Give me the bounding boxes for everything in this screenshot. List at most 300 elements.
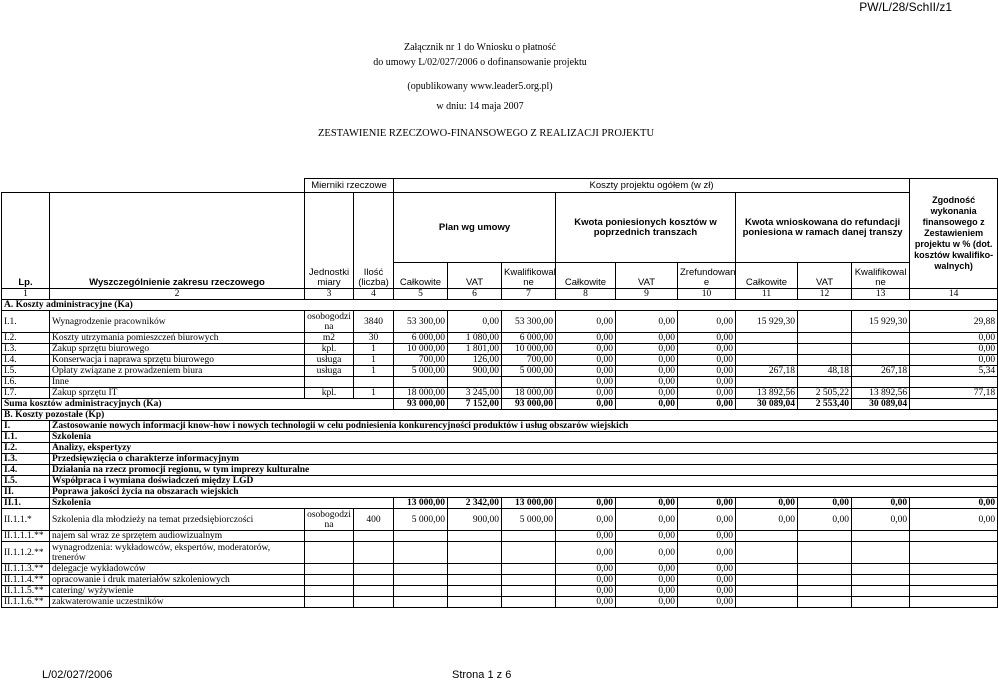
column-number: 8 [556,289,616,300]
row-value-v9: 0,00 [616,377,678,388]
row-qty: 1 [354,355,394,366]
row-value-v8: 0,00 [556,388,616,399]
intro-line-3: (opublikowany www.leader5.org.pl) [407,81,553,92]
category-row [2,432,998,443]
row-value-v11 [736,597,798,608]
row-value-v11 [736,355,798,366]
row-value-v5 [394,575,448,586]
row-value-v13: 15 929,30 [852,311,910,333]
column-number: 3 [305,289,354,300]
row-value-v7 [502,575,556,586]
row-value-v9: 0,00 [616,333,678,344]
category-lp: I.4. [2,465,50,476]
row-value-v13 [852,586,910,597]
row-qty [354,575,394,586]
row-qty [354,586,394,597]
row-unit [305,597,354,608]
row-value-v7: 18 000,00 [502,388,556,399]
row-value-v7: 10 000,00 [502,344,556,355]
row-lp: II.1.1.* [2,509,50,531]
row-value-v9: 0,00 [616,531,678,542]
row-value-v9: 0,00 [616,344,678,355]
row-value-v14 [910,575,998,586]
table-row [2,344,998,355]
row-value-v10: 0,00 [678,586,736,597]
column-number: 9 [616,289,678,300]
row-value-v9: 0,00 [616,498,678,509]
row-value-v11: 267,18 [736,366,798,377]
row-unit: kpl. [305,344,354,355]
category-row [2,443,998,454]
row-value-v6: 126,00 [448,355,502,366]
row-value-v6: 900,00 [448,509,502,531]
sum-a-v12: 2 553,40 [798,399,852,410]
category-lp: I.1. [2,432,50,443]
row-value-v14: 0,00 [910,333,998,344]
row-name: Szkolenia [50,498,394,509]
row-value-v7 [502,597,556,608]
row-value-v13 [852,333,910,344]
row-value-v5 [394,531,448,542]
row-qty [354,597,394,608]
row-value-v12: 48,18 [798,366,852,377]
row-value-v6 [448,597,502,608]
row-value-v5: 6 000,00 [394,333,448,344]
section-a-row [2,300,998,311]
row-value-v13 [852,575,910,586]
header-kwalifikowalne-3: Kwalifikowal ne [852,263,910,289]
category-row [2,465,998,476]
row-value-v6 [448,542,502,564]
row-value-v12 [798,586,852,597]
row-value-v11 [736,542,798,564]
row-value-v10: 0,00 [678,366,736,377]
row-value-v6: 900,00 [448,366,502,377]
table-row [2,531,998,542]
row-value-v8: 0,00 [556,575,616,586]
section-a-label: A. Koszty administracyjne (Ka) [2,300,998,311]
row-lp: I.1. [2,311,50,333]
column-numbers-row [2,289,998,300]
table-row [2,311,998,333]
header-zrefundowane: Zrefundowan e [678,263,736,289]
row-value-v5 [394,564,448,575]
row-value-v5: 5 000,00 [394,366,448,377]
row-value-v12 [798,542,852,564]
row-value-v13: 0,00 [852,498,910,509]
column-number: 6 [448,289,502,300]
header-koszty: Koszty projektu ogółem (w zł) [394,179,910,193]
category-lp: I.3. [2,454,50,465]
row-value-v8: 0,00 [556,355,616,366]
header-ilosc: Ilość (liczba) [354,193,394,289]
row-value-v6: 0,00 [448,311,502,333]
row-lp: II.1.1.4.** [2,575,50,586]
row-name: wynagrodzenia: wykładowców, ekspertów, moderatorów, trenerów [50,542,305,564]
row-value-v12 [798,333,852,344]
row-value-v9: 0,00 [616,597,678,608]
row-lp: I.5. [2,366,50,377]
row-value-v14: 5,34 [910,366,998,377]
column-number: 1 [2,289,50,300]
column-number: 4 [354,289,394,300]
row-value-v10: 0,00 [678,531,736,542]
row-value-v6 [448,564,502,575]
header-calkowite-1: Całkowite [394,263,448,289]
row-value-v9: 0,00 [616,564,678,575]
row-qty: 3840 [354,311,394,333]
row-lp: II.1. [2,498,50,509]
sum-a-label: Suma kosztów administracyjnych (Ka) [2,399,394,410]
row-value-v11 [736,377,798,388]
row-value-v12: 0,00 [798,498,852,509]
row-value-v9: 0,00 [616,575,678,586]
table-row [2,575,998,586]
row-lp: I.3. [2,344,50,355]
row-qty: 30 [354,333,394,344]
row-value-v9: 0,00 [616,586,678,597]
row-value-v5: 700,00 [394,355,448,366]
row-name: Wynagrodzenie pracowników [50,311,305,333]
row-value-v8: 0,00 [556,311,616,333]
row-value-v8: 0,00 [556,597,616,608]
table-row [2,542,998,564]
sum-a-v11: 30 089,04 [736,399,798,410]
footer-document-number: L/02/027/2006 [42,669,113,681]
row-value-v7 [502,564,556,575]
row-value-v12 [798,377,852,388]
sum-a-v9: 0,00 [616,399,678,410]
row-value-v13: 0,00 [852,509,910,531]
category-lp: I. [2,421,50,432]
row-lp: I.2. [2,333,50,344]
sum-a-row [2,399,998,410]
financial-table [1,178,998,608]
header-zgodnosc: Zgodność wykonania finansowego z Zestawieniem projektu w % (dot. kosztów kwalifiko-walnych) [910,179,998,289]
row-value-v12 [798,311,852,333]
row-name: Opłaty związane z prowadzeniem biura [50,366,305,377]
row-value-v5: 13 000,00 [394,498,448,509]
category-row [2,421,998,432]
row-value-v11 [736,531,798,542]
sum-a-v13: 30 089,04 [852,399,910,410]
table-row [2,509,998,531]
row-value-v7 [502,542,556,564]
row-unit: usługa [305,355,354,366]
category-name: Działania na rzecz promocji regionu, w tym imprezy kulturalne [50,465,998,476]
section-b-row [2,410,998,421]
row-value-v8: 0,00 [556,542,616,564]
row-unit [305,531,354,542]
row-value-v11: 0,00 [736,509,798,531]
row-lp: II.1.1.1.** [2,531,50,542]
row-lp: II.1.1.2.** [2,542,50,564]
row-value-v8: 0,00 [556,333,616,344]
sum-a-v5: 93 000,00 [394,399,448,410]
row-value-v5: 53 300,00 [394,311,448,333]
row-value-v14: 0,00 [910,344,998,355]
row-value-v13 [852,355,910,366]
header-kwalifikowalne-1: Kwalifikowal ne [502,263,556,289]
row-value-v14: 29,88 [910,311,998,333]
row-value-v14 [910,586,998,597]
row-value-v10: 0,00 [678,498,736,509]
row-value-v13 [852,531,910,542]
category-name: Zastosowanie nowych informacji know-how i nowych technologii w celu podniesienia konkurencyjności produktów i usług obszarów wiejskich [50,421,998,432]
row-unit: m2 [305,333,354,344]
sum-a-v14 [910,399,998,410]
row-qty [354,542,394,564]
row-name: opracowanie i druk materiałów szkoleniowych [50,575,305,586]
row-value-v7: 5 000,00 [502,509,556,531]
row-value-v5 [394,597,448,608]
row-value-v7: 6 000,00 [502,333,556,344]
table-row [2,498,998,509]
row-value-v10: 0,00 [678,597,736,608]
row-value-v8: 0,00 [556,344,616,355]
column-number: 13 [852,289,910,300]
category-name: Analizy, ekspertyzy [50,443,998,454]
row-value-v12: 2 505,22 [798,388,852,399]
sum-a-v7: 93 000,00 [502,399,556,410]
document-code: PW/L/28/SchII/z1 [859,0,952,14]
header-poniesione: Kwota poniesionych kosztów w poprzednich transzach [556,193,736,263]
row-value-v10: 0,00 [678,509,736,531]
row-value-v7 [502,377,556,388]
row-value-v9: 0,00 [616,366,678,377]
category-lp: I.5. [2,476,50,487]
row-value-v13: 267,18 [852,366,910,377]
row-value-v9: 0,00 [616,509,678,531]
category-lp: II. [2,487,50,498]
row-value-v7: 13 000,00 [502,498,556,509]
row-value-v5 [394,586,448,597]
row-value-v5: 18 000,00 [394,388,448,399]
row-qty: 1 [354,344,394,355]
column-number: 10 [678,289,736,300]
row-unit: usługa [305,366,354,377]
row-value-v14 [910,377,998,388]
column-number: 7 [502,289,556,300]
row-value-v9: 0,00 [616,388,678,399]
row-value-v8: 0,00 [556,531,616,542]
row-unit [305,377,354,388]
row-qty [354,564,394,575]
footer-page-number: Strona 1 z 6 [452,669,512,681]
row-lp: I.7. [2,388,50,399]
row-value-v13 [852,597,910,608]
row-value-v8: 0,00 [556,509,616,531]
category-name: Współpraca i wymiana doświadczeń między LGD [50,476,998,487]
row-name: delegacje wykładowców [50,564,305,575]
row-value-v12 [798,531,852,542]
row-value-v14: 77,18 [910,388,998,399]
row-value-v10: 0,00 [678,344,736,355]
row-lp: I.4. [2,355,50,366]
intro-line-2: do umowy L/02/027/2006 o dofinansowanie projektu [373,57,587,68]
row-unit: kpl. [305,388,354,399]
row-qty: 400 [354,509,394,531]
table-row [2,388,998,399]
row-unit [305,575,354,586]
row-value-v12 [798,575,852,586]
row-value-v6 [448,586,502,597]
row-unit [305,586,354,597]
row-value-v6: 1 801,00 [448,344,502,355]
intro-line-4: w dniu: 14 maja 2007 [436,101,524,112]
row-value-v8: 0,00 [556,498,616,509]
row-value-v5 [394,377,448,388]
row-lp: II.1.1.6.** [2,597,50,608]
header-plan: Plan wg umowy [394,193,556,263]
header-jednostki: Jednostki miary [305,193,354,289]
row-name: najem sal wraz ze sprzętem audiowizualnym [50,531,305,542]
row-name: Szkolenia dla młodzieży na temat przedsiębiorczości [50,509,305,531]
row-value-v8: 0,00 [556,366,616,377]
row-value-v11 [736,564,798,575]
header-calkowite-3: Całkowite [736,263,798,289]
column-number: 11 [736,289,798,300]
sum-a-v6: 7 152,00 [448,399,502,410]
row-value-v8: 0,00 [556,377,616,388]
row-value-v6 [448,575,502,586]
row-name: Konserwacja i naprawa sprzętu biurowego [50,355,305,366]
row-value-v12: 0,00 [798,509,852,531]
table-row [2,597,998,608]
header-calkowite-2: Całkowite [556,263,616,289]
header-mierniki: Mierniki rzeczowe [305,179,394,193]
row-value-v9: 0,00 [616,542,678,564]
row-value-v14 [910,564,998,575]
row-value-v6 [448,377,502,388]
row-value-v10: 0,00 [678,355,736,366]
row-lp: II.1.1.5.** [2,586,50,597]
row-value-v6 [448,531,502,542]
category-name: Poprawa jakości życia na obszarach wiejskich [50,487,998,498]
row-value-v7: 700,00 [502,355,556,366]
row-unit: osobogodzi na [305,509,354,531]
row-value-v7 [502,586,556,597]
table-row [2,564,998,575]
header-zakres: Wyszczególnienie zakresu rzeczowego [50,193,305,289]
table-row [2,355,998,366]
category-name: Szkolenia [50,432,998,443]
row-unit: osobogodzi na [305,311,354,333]
row-value-v13 [852,564,910,575]
row-value-v11: 15 929,30 [736,311,798,333]
row-unit [305,564,354,575]
row-value-v7: 5 000,00 [502,366,556,377]
row-name: Zakup sprzętu IT [50,388,305,399]
row-value-v13 [852,344,910,355]
row-value-v10: 0,00 [678,377,736,388]
row-value-v10: 0,00 [678,388,736,399]
header-vat-3: VAT [798,263,852,289]
header-vat-2: VAT [616,263,678,289]
row-name: Koszty utrzymania pomieszczeń biurowych [50,333,305,344]
row-value-v7 [502,531,556,542]
row-value-v14 [910,531,998,542]
row-value-v5: 5 000,00 [394,509,448,531]
row-lp: I.6. [2,377,50,388]
row-value-v10: 0,00 [678,333,736,344]
row-value-v8: 0,00 [556,564,616,575]
row-value-v11 [736,333,798,344]
table-row [2,333,998,344]
table-row [2,586,998,597]
row-value-v14: 0,00 [910,498,998,509]
row-qty [354,531,394,542]
row-value-v12 [798,564,852,575]
row-name: zakwaterowanie uczestników [50,597,305,608]
row-value-v10: 0,00 [678,542,736,564]
header-lp: Lp. [2,193,50,289]
category-name: Przedsięwzięcia o charakterze informacyjnym [50,454,998,465]
row-value-v11: 0,00 [736,498,798,509]
row-lp: II.1.1.3.** [2,564,50,575]
row-value-v13 [852,377,910,388]
row-value-v13: 13 892,56 [852,388,910,399]
row-value-v13 [852,542,910,564]
row-value-v14: 0,00 [910,509,998,531]
row-name: Zakup sprzętu biurowego [50,344,305,355]
row-value-v11 [736,344,798,355]
header-vat-1: VAT [448,263,502,289]
row-value-v6: 1 080,00 [448,333,502,344]
category-lp: I.2. [2,443,50,454]
row-value-v9: 0,00 [616,311,678,333]
row-value-v10: 0,00 [678,311,736,333]
header-wnioskowana: Kwota wnioskowana do refundacji poniesiona w ramach danej transzy [736,193,910,263]
row-value-v11 [736,586,798,597]
row-qty: 1 [354,366,394,377]
row-value-v10: 0,00 [678,564,736,575]
intro-line-1: Załącznik nr 1 do Wniosku o płatność [403,42,556,53]
row-value-v14 [910,597,998,608]
row-value-v7: 53 300,00 [502,311,556,333]
row-value-v14 [910,542,998,564]
table-row [2,377,998,388]
sum-a-v8: 0,00 [556,399,616,410]
row-value-v12 [798,597,852,608]
row-value-v11: 13 892,56 [736,388,798,399]
column-number: 2 [50,289,305,300]
category-row [2,454,998,465]
row-value-v11 [736,575,798,586]
sum-a-v10: 0,00 [678,399,736,410]
column-number: 5 [394,289,448,300]
row-value-v5: 10 000,00 [394,344,448,355]
document-title: ZESTAWIENIE RZECZOWO-FINANSOWEGO Z REALIZACJI PROJEKTU [318,128,655,139]
row-unit [305,542,354,564]
row-value-v6: 2 342,00 [448,498,502,509]
row-name: Inne [50,377,305,388]
row-value-v10: 0,00 [678,575,736,586]
row-value-v12 [798,355,852,366]
category-row [2,487,998,498]
row-value-v6: 3 245,00 [448,388,502,399]
column-number: 12 [798,289,852,300]
category-row [2,476,998,487]
row-value-v5 [394,542,448,564]
section-b-label: B. Koszty pozostałe (Kp) [2,410,998,421]
row-value-v9: 0,00 [616,355,678,366]
row-value-v12 [798,344,852,355]
table-row [2,366,998,377]
row-qty [354,377,394,388]
row-qty: 1 [354,388,394,399]
column-number: 14 [910,289,998,300]
